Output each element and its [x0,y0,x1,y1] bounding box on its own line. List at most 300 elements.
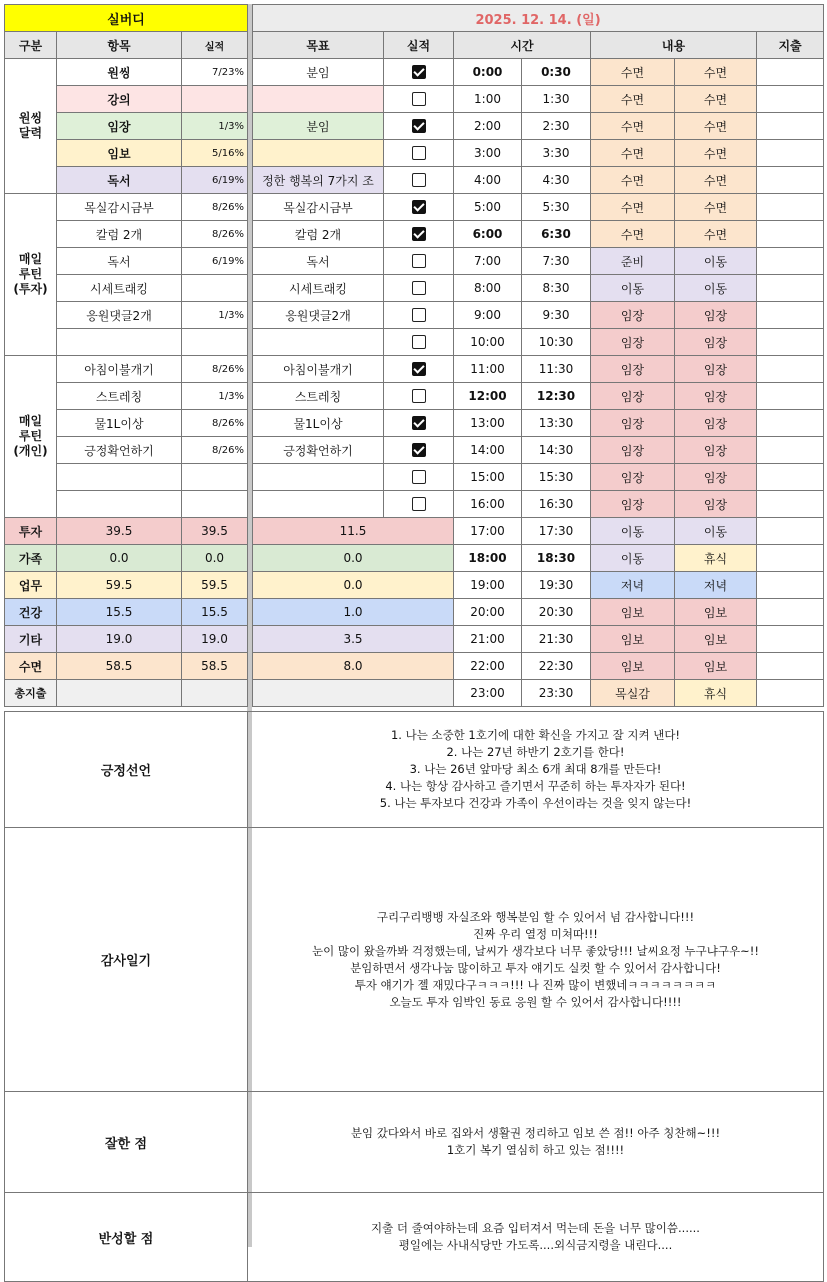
schedule-row [253,653,824,680]
journal-line: 눈이 많이 왔을까봐 걱정했는데, 날씨가 생각보다 너무 좋았당!!! 날씨요정 누구냐구우~!! [312,943,759,958]
time-start: 9:00 [454,302,522,329]
summary-row [5,680,248,707]
time-end: 13:30 [522,410,591,437]
summary-value: 39.5 [57,518,182,545]
item-result: 1/3% [182,302,248,329]
unchecked-checkbox-icon[interactable] [412,470,426,484]
content-second: 임장 [675,329,757,356]
item-name [57,491,182,518]
summary-label: 건강 [5,599,57,626]
journal-text [248,1092,824,1193]
expense-cell [757,437,824,464]
expense-cell [757,572,824,599]
content-first: 수면 [591,221,675,248]
summary-label: 투자 [5,518,57,545]
time-end: 9:30 [522,302,591,329]
time-end: 3:30 [522,140,591,167]
time-start: 5:00 [454,194,522,221]
journal-row [5,712,824,828]
schedule-row [253,302,824,329]
checked-checkbox-icon[interactable] [412,362,426,376]
journal-line: 4. 나는 항상 감사하고 즐기면서 꾸준히 하는 투자자가 된다! [385,779,686,793]
check-cell[interactable] [384,194,454,221]
time-end: 19:30 [522,572,591,599]
right-pane [252,4,823,707]
summary-value: 59.5 [57,572,182,599]
check-cell[interactable] [384,248,454,275]
expense-cell [757,599,824,626]
time-start: 16:00 [454,491,522,518]
unchecked-checkbox-icon[interactable] [412,92,426,106]
right-table [252,4,824,707]
summary-goal: 3.5 [253,626,454,653]
summary-result: 0.0 [182,545,248,572]
schedule-row [253,437,824,464]
time-start: 8:00 [454,275,522,302]
content-second: 이동 [675,275,757,302]
time-end: 16:30 [522,491,591,518]
content-second: 이동 [675,248,757,275]
time-end: 21:30 [522,626,591,653]
journal-label: 반성할 점 [5,1193,248,1282]
time-start: 1:00 [454,86,522,113]
item-result: 8/26% [182,437,248,464]
expense-cell [757,140,824,167]
item-name: 목실감시금부 [57,194,182,221]
content-first: 임보 [591,626,675,653]
item-name [57,329,182,356]
col-header-check: 실적 [384,32,454,59]
col-header-expense: 지출 [757,32,824,59]
checked-checkbox-icon[interactable] [412,416,426,430]
content-second: 임장 [675,464,757,491]
content-second: 이동 [675,518,757,545]
time-start: 23:00 [454,680,522,707]
expense-cell [757,59,824,86]
time-start: 11:00 [454,356,522,383]
goal-cell [253,329,384,356]
goal-cell [253,491,384,518]
content-first: 임장 [591,410,675,437]
item-name: 강의 [57,86,182,113]
unchecked-checkbox-icon[interactable] [412,146,426,160]
time-end: 5:30 [522,194,591,221]
summary-result: 59.5 [182,572,248,599]
check-cell[interactable] [384,59,454,86]
sheet-title: 실버디 [5,5,248,32]
schedule-row [253,410,824,437]
schedule-row [253,59,824,86]
expense-cell [757,518,824,545]
item-result: 8/26% [182,356,248,383]
schedule-row [253,275,824,302]
summary-label: 기타 [5,626,57,653]
checked-checkbox-icon[interactable] [412,119,426,133]
category-label: 매일 루틴 (개인) [5,356,57,518]
time-end: 11:30 [522,356,591,383]
journal-row [5,1092,824,1193]
summary-row [5,653,248,680]
journal-line: 진짜 우리 열정 미쳐따!!! [473,926,598,941]
journal-text [248,1193,824,1282]
journal-label: 잘한 점 [5,1092,248,1193]
left-table [4,4,248,707]
time-start: 17:00 [454,518,522,545]
item-result: 8/26% [182,221,248,248]
summary-goal: 0.0 [253,545,454,572]
schedule-row [253,113,824,140]
time-end: 0:30 [522,59,591,86]
content-second: 임장 [675,491,757,518]
time-start: 21:00 [454,626,522,653]
content-first: 이동 [591,275,675,302]
content-first: 임장 [591,383,675,410]
goal-cell: 긍정확언하기 [253,437,384,464]
goal-cell [253,86,384,113]
summary-value: 15.5 [57,599,182,626]
expense-cell [757,383,824,410]
content-first: 임보 [591,599,675,626]
schedule-row [253,86,824,113]
journal-line: 구리구리뱅뱅 자실조와 행복분임 할 수 있어서 넘 감사합니다!!! [376,909,695,924]
content-second: 휴식 [675,680,757,707]
time-start: 12:00 [454,383,522,410]
time-end: 6:30 [522,221,591,248]
item-name: 독서 [57,167,182,194]
expense-cell [757,275,824,302]
item-name: 칼럼 2개 [57,221,182,248]
time-start: 18:00 [454,545,522,572]
content-second: 임장 [675,437,757,464]
content-second: 저녁 [675,572,757,599]
time-start: 22:00 [454,653,522,680]
item-row [5,194,248,221]
item-result: 8/26% [182,410,248,437]
journal-line: 1호기 복기 열심히 하고 있는 점!!!! [446,1143,625,1157]
summary-goal: 1.0 [253,599,454,626]
journal-line: 3. 나는 26년 앞마당 최소 6개 최대 8개를 만든다! [409,762,662,776]
time-end: 20:30 [522,599,591,626]
content-second: 수면 [675,113,757,140]
col-header-content: 내용 [591,32,757,59]
time-start: 0:00 [454,59,522,86]
item-result: 7/23% [182,59,248,86]
goal-cell: 응원댓글2개 [253,302,384,329]
unchecked-checkbox-icon[interactable] [412,497,426,511]
unchecked-checkbox-icon[interactable] [412,281,426,295]
check-cell[interactable] [384,167,454,194]
journal-sections [4,711,823,1282]
item-name: 임장 [57,113,182,140]
item-result: 6/19% [182,167,248,194]
summary-goal [253,680,454,707]
unchecked-checkbox-icon[interactable] [412,308,426,322]
time-end: 17:30 [522,518,591,545]
unchecked-checkbox-icon[interactable] [412,173,426,187]
expense-cell [757,680,824,707]
time-start: 19:00 [454,572,522,599]
content-first: 임장 [591,302,675,329]
schedule-row [253,545,824,572]
schedule-row [253,491,824,518]
item-name: 스트레칭 [57,383,182,410]
goal-cell: 목실감시금부 [253,194,384,221]
content-first: 이동 [591,518,675,545]
item-result [182,275,248,302]
item-result: 8/26% [182,194,248,221]
item-name: 원씽 [57,59,182,86]
item-name: 물1L이상 [57,410,182,437]
schedule-row [253,680,824,707]
item-name [57,464,182,491]
content-first: 목실감 [591,680,675,707]
content-second: 휴식 [675,545,757,572]
goal-cell: 분임 [253,59,384,86]
goal-cell: 칼럼 2개 [253,221,384,248]
time-start: 14:00 [454,437,522,464]
time-end: 8:30 [522,275,591,302]
expense-cell [757,653,824,680]
summary-goal: 11.5 [253,518,454,545]
goal-cell: 정한 행복의 7가지 조 [253,167,384,194]
journal-line: 분임 갔다와서 바로 집와서 생활권 정리하고 임보 쓴 점!! 아주 칭찬해~!!! [350,1126,721,1140]
item-name: 시세트래킹 [57,275,182,302]
item-result: 5/16% [182,140,248,167]
summary-result: 39.5 [182,518,248,545]
time-end: 12:30 [522,383,591,410]
check-cell[interactable] [384,86,454,113]
journal-line: 지출 더 줄여야하는데 요즘 입터져서 먹는데 돈을 너무 많이씀...... [371,1221,700,1235]
checked-checkbox-icon[interactable] [412,200,426,214]
schedule-row [253,626,824,653]
item-result [182,491,248,518]
goal-cell: 독서 [253,248,384,275]
time-end: 10:30 [522,329,591,356]
goal-cell: 물1L이상 [253,410,384,437]
check-cell[interactable] [384,383,454,410]
content-second: 수면 [675,140,757,167]
date-header: 2025. 12. 14. (일) [253,5,824,32]
schedule-row [253,221,824,248]
check-cell[interactable] [384,410,454,437]
content-first: 수면 [591,113,675,140]
expense-cell [757,248,824,275]
expense-cell [757,221,824,248]
time-end: 14:30 [522,437,591,464]
col-header-item: 항목 [57,32,182,59]
time-start: 20:00 [454,599,522,626]
schedule-row [253,248,824,275]
checked-checkbox-icon[interactable] [412,65,426,79]
content-second: 수면 [675,167,757,194]
content-first: 임장 [591,491,675,518]
summary-value: 0.0 [57,545,182,572]
content-second: 임보 [675,653,757,680]
time-start: 3:00 [454,140,522,167]
schedule-row [253,167,824,194]
time-start: 7:00 [454,248,522,275]
time-start: 2:00 [454,113,522,140]
summary-result [182,680,248,707]
journal-line: 분임하면서 생각나눔 많이하고 투자 얘기도 실컷 할 수 있어서 감사합니다! [350,960,721,975]
content-first: 수면 [591,167,675,194]
content-first: 준비 [591,248,675,275]
content-second: 임장 [675,302,757,329]
schedule-row [253,383,824,410]
col-header-goal: 목표 [253,32,384,59]
summary-goal: 8.0 [253,653,454,680]
check-cell[interactable] [384,302,454,329]
journal-line: 투자 얘기가 젤 재밌다구ㅋㅋㅋ!!! 나 진짜 많이 변했네ㅋㅋㅋㅋㅋㅋㅋㅋ [354,977,717,992]
item-row [5,59,248,86]
check-cell[interactable] [384,113,454,140]
content-second: 수면 [675,221,757,248]
expense-cell [757,113,824,140]
summary-row [5,545,248,572]
summary-row [5,518,248,545]
schedule-row [253,518,824,545]
check-cell[interactable] [384,140,454,167]
summary-value: 58.5 [57,653,182,680]
item-result [182,464,248,491]
content-first: 임장 [591,329,675,356]
journal-line: 2. 나는 27년 하반기 2호기를 한다! [446,745,625,759]
item-result [182,86,248,113]
expense-cell [757,86,824,113]
summary-row [5,626,248,653]
item-name: 아침이불개기 [57,356,182,383]
col-header-result: 실적 [182,32,248,59]
content-second: 임보 [675,626,757,653]
expense-cell [757,464,824,491]
category-label: 원씽 달력 [5,59,57,194]
journal-label: 긍정선언 [5,712,248,828]
check-cell[interactable] [384,221,454,248]
col-header-category: 구분 [5,32,57,59]
time-end: 4:30 [522,167,591,194]
expense-cell [757,491,824,518]
checked-checkbox-icon[interactable] [412,443,426,457]
goal-cell: 분임 [253,113,384,140]
summary-result: 19.0 [182,626,248,653]
expense-cell [757,626,824,653]
summary-label: 가족 [5,545,57,572]
item-result [182,329,248,356]
content-first: 이동 [591,545,675,572]
item-name: 독서 [57,248,182,275]
time-end: 1:30 [522,86,591,113]
expense-cell [757,302,824,329]
unchecked-checkbox-icon[interactable] [412,254,426,268]
goal-cell: 시세트래킹 [253,275,384,302]
schedule-row [253,464,824,491]
time-end: 18:30 [522,545,591,572]
unchecked-checkbox-icon[interactable] [412,335,426,349]
content-second: 임장 [675,383,757,410]
item-name: 응원댓글2개 [57,302,182,329]
time-start: 10:00 [454,329,522,356]
journal-row [5,828,824,1092]
expense-cell [757,356,824,383]
check-cell[interactable] [384,329,454,356]
goal-cell: 아침이불개기 [253,356,384,383]
schedule-row [253,140,824,167]
content-second: 임장 [675,410,757,437]
check-cell[interactable] [384,491,454,518]
goal-cell: 스트레칭 [253,383,384,410]
check-cell[interactable] [384,356,454,383]
schedule-row [253,329,824,356]
summary-label: 총지출 [5,680,57,707]
expense-cell [757,545,824,572]
summary-result: 58.5 [182,653,248,680]
item-result: 1/3% [182,383,248,410]
item-name: 임보 [57,140,182,167]
goal-cell [253,464,384,491]
journal-line: 5. 나는 투자보다 건강과 가족이 우선이라는 것을 잊지 않는다! [379,796,692,810]
summary-row [5,572,248,599]
content-first: 저녁 [591,572,675,599]
summary-value: 19.0 [57,626,182,653]
check-cell[interactable] [384,437,454,464]
summary-label: 업무 [5,572,57,599]
goal-cell [253,140,384,167]
summary-label: 수면 [5,653,57,680]
content-first: 임장 [591,464,675,491]
content-first: 수면 [591,194,675,221]
journal-table [4,711,824,1282]
check-cell[interactable] [384,275,454,302]
schedule-row [253,599,824,626]
unchecked-checkbox-icon[interactable] [412,389,426,403]
journal-line: 평일에는 사내식당만 가도록....외식금지령을 내린다.... [398,1238,673,1252]
time-start: 6:00 [454,221,522,248]
content-second: 수면 [675,194,757,221]
content-second: 수면 [675,86,757,113]
time-end: 15:30 [522,464,591,491]
journal-line: 1. 나는 소중한 1호기에 대한 확신을 가지고 잘 지켜 낸다! [390,728,681,742]
time-start: 13:00 [454,410,522,437]
journal-label: 감사일기 [5,828,248,1092]
left-pane [4,4,247,707]
check-cell[interactable] [384,464,454,491]
content-first: 수면 [591,86,675,113]
expense-cell [757,410,824,437]
schedule-row [253,194,824,221]
journal-text [248,712,824,828]
summary-goal: 0.0 [253,572,454,599]
schedule-row [253,572,824,599]
content-second: 임보 [675,599,757,626]
journal-text [248,828,824,1092]
content-first: 임보 [591,653,675,680]
summary-value [57,680,182,707]
summary-row [5,599,248,626]
time-end: 22:30 [522,653,591,680]
checked-checkbox-icon[interactable] [412,227,426,241]
expense-cell [757,194,824,221]
content-first: 임장 [591,356,675,383]
item-name: 긍정확언하기 [57,437,182,464]
item-result: 6/19% [182,248,248,275]
col-header-time: 시간 [454,32,591,59]
time-start: 4:00 [454,167,522,194]
content-first: 수면 [591,140,675,167]
category-label: 매일 루틴 (투자) [5,194,57,356]
time-end: 7:30 [522,248,591,275]
time-end: 2:30 [522,113,591,140]
schedule-row [253,356,824,383]
